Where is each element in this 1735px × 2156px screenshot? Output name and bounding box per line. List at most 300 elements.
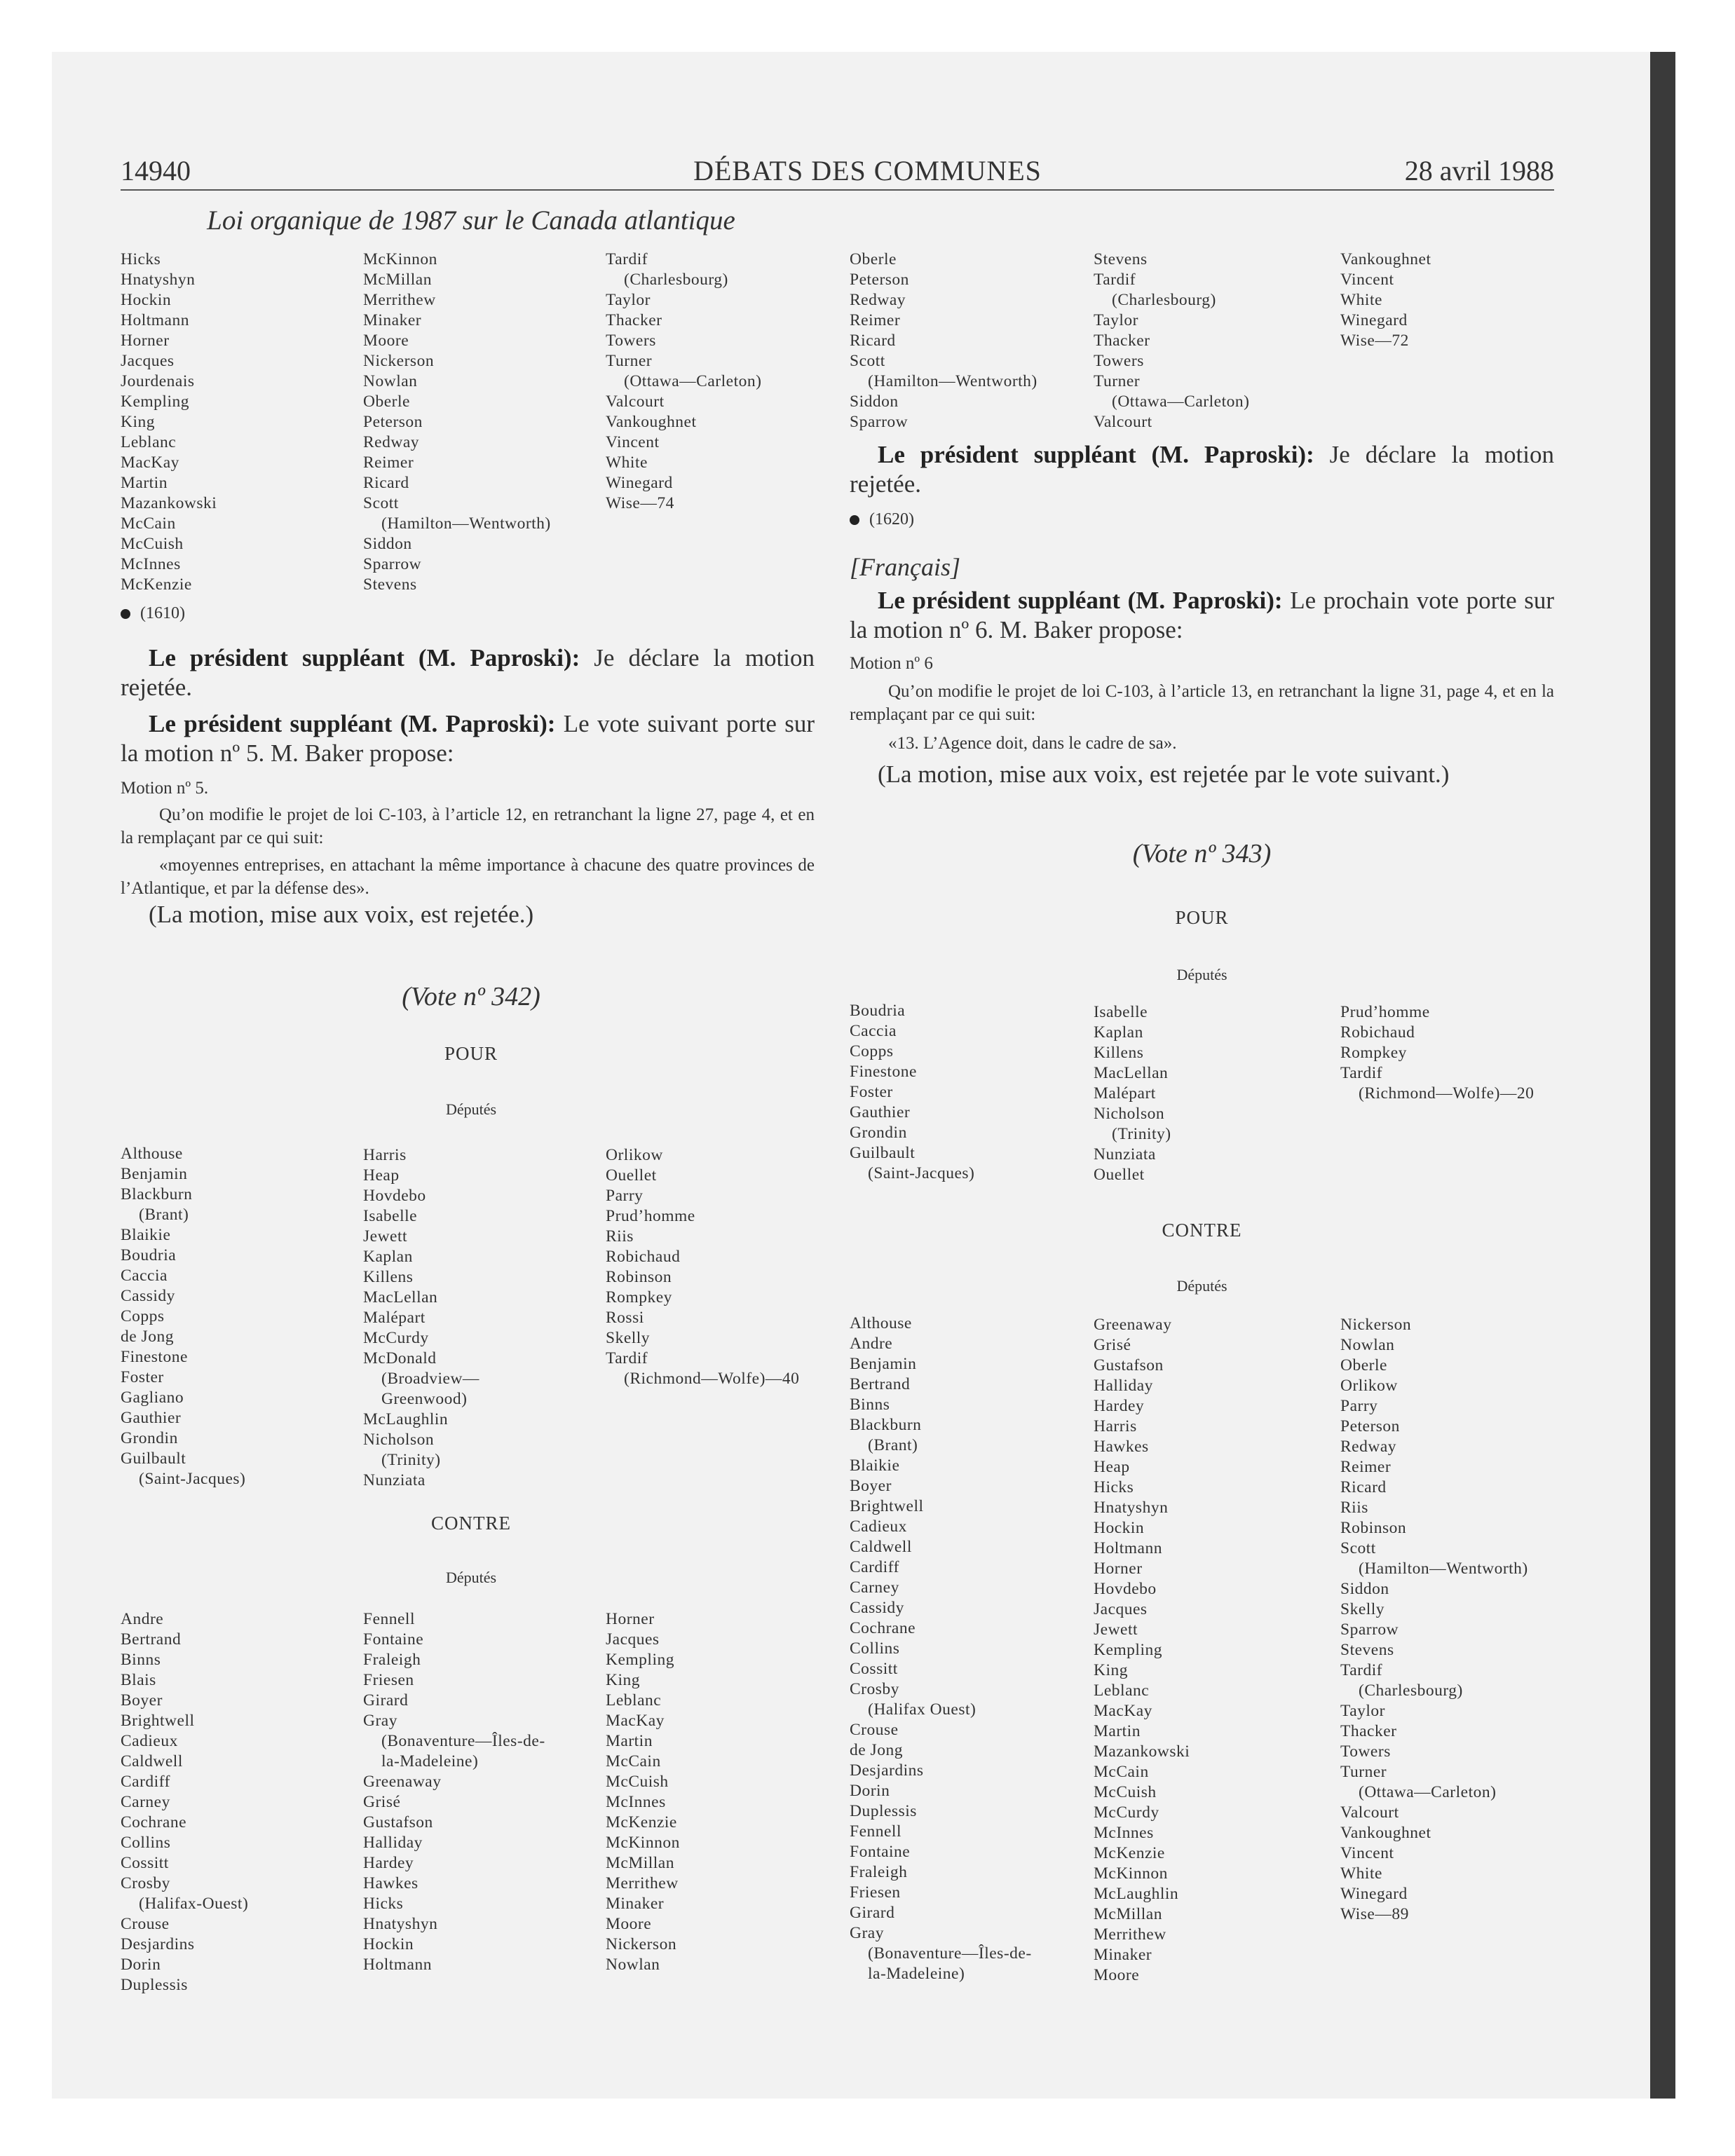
member-name: Hardey — [1094, 1397, 1145, 1415]
member-name: Horner — [1094, 1560, 1143, 1578]
member-name: Oberle — [1340, 1356, 1387, 1374]
member-name: Jacques — [1094, 1600, 1148, 1618]
member-name: Peterson — [363, 413, 423, 431]
left-top-names-col3 — [606, 250, 761, 514]
member-name: McCurdy — [1094, 1803, 1159, 1822]
vote-342-pour: POUR — [444, 1043, 498, 1064]
member-name: Hnatyshyn — [363, 1915, 438, 1933]
member-name: McMillan — [606, 1854, 674, 1872]
member-name: Thacker — [1340, 1722, 1397, 1740]
member-name: Foster — [850, 1083, 893, 1101]
member-name: Peterson — [1340, 1417, 1400, 1435]
member-name: (Bonaventure—Îles-de- — [381, 1732, 545, 1750]
member-name: de Jong — [121, 1328, 174, 1346]
member-name: Fraleigh — [850, 1863, 908, 1881]
member-name: Hovdebo — [1094, 1580, 1157, 1598]
member-name: Skelly — [1340, 1600, 1385, 1618]
right-paragraph-1 — [850, 440, 1554, 499]
member-name: Vankoughnet — [606, 413, 697, 431]
member-name: Boudria — [850, 1002, 906, 1020]
member-name: Nickerson — [606, 1935, 677, 1953]
member-name: Grondin — [121, 1429, 178, 1447]
member-name: Ricard — [1340, 1478, 1387, 1496]
member-name: Scott — [1340, 1539, 1376, 1557]
member-name: Heap — [1094, 1458, 1130, 1476]
speech: Le prochain vote porte sur la motion nº 6. M. Baker propose: — [850, 587, 1554, 643]
member-name: McKinnon — [363, 250, 437, 268]
vote-342-contre-col1 — [121, 1609, 248, 1995]
member-name: (Saint-Jacques) — [139, 1470, 246, 1488]
vote-342-contre-col3 — [606, 1609, 680, 1975]
speaker: Le président suppléant (M. Paproski): — [149, 710, 556, 737]
member-name: Desjardins — [121, 1935, 195, 1953]
member-name: Foster — [121, 1368, 164, 1386]
member-name: Finestone — [121, 1348, 188, 1366]
member-name: Fennell — [850, 1822, 901, 1841]
member-name: Binns — [121, 1651, 161, 1669]
member-name: Isabelle — [363, 1207, 418, 1225]
member-name: Scott — [363, 494, 399, 512]
member-name: Hovdebo — [363, 1187, 426, 1205]
member-name: Rompkey — [606, 1288, 672, 1306]
left-motion-result: (La motion, mise aux voix, est rejetée.) — [149, 901, 534, 928]
member-name: King — [1094, 1661, 1128, 1679]
member-name: McMillan — [363, 271, 432, 289]
member-name: White — [1340, 291, 1382, 309]
member-name: Fontaine — [850, 1843, 911, 1861]
member-name: Scott — [850, 352, 885, 370]
left-motion-text: Qu’on modifie le projet de loi C-103, à l’article 12, en retranchant la ligne 27, page 4, et en la remplaçant par ce qui suit: — [121, 805, 815, 847]
member-name: Siddon — [1340, 1580, 1389, 1598]
member-name: Reimer — [850, 311, 901, 329]
member-name: la-Madeleine) — [381, 1752, 479, 1770]
member-name: Stevens — [363, 575, 417, 594]
member-name: Stevens — [1094, 250, 1148, 268]
member-name: (Charlesbourg) — [624, 271, 728, 289]
member-name: McInnes — [606, 1793, 666, 1811]
member-name: Nowlan — [363, 372, 418, 390]
member-name: MacKay — [1094, 1702, 1152, 1720]
vote-343-pour-col2 — [1094, 1002, 1171, 1185]
member-name: Sparrow — [1340, 1621, 1399, 1639]
speech: Le vote suivant porte sur la motion nº 5. M. Baker propose: — [121, 710, 815, 767]
member-name: Tardif — [606, 250, 648, 268]
member-name: (Halifax-Ouest) — [139, 1895, 249, 1913]
member-name: Merrithew — [363, 291, 436, 309]
time-marker-1620 — [850, 510, 914, 529]
member-name: Robichaud — [606, 1248, 681, 1266]
member-name: Winegard — [1340, 311, 1408, 329]
member-name: Killens — [363, 1268, 414, 1286]
member-name: Blaikie — [850, 1456, 900, 1475]
member-name: Crouse — [850, 1721, 899, 1739]
member-name: Siddon — [363, 535, 412, 553]
member-name: McInnes — [121, 555, 181, 573]
member-name: Nicholson — [363, 1431, 435, 1449]
left-motion-label: Motion nº 5. — [121, 779, 209, 798]
member-name: Hicks — [121, 250, 161, 268]
vote-343-contre-deputes: Députés — [1176, 1277, 1227, 1295]
right-motion-quote: «13. L’Agence doit, dans le cadre de sa». — [888, 734, 1177, 753]
member-name: Jacques — [121, 352, 175, 370]
member-name: Blais — [121, 1671, 156, 1689]
speaker: Le président suppléant (M. Paproski): — [878, 441, 1314, 468]
member-name: Hicks — [1094, 1478, 1134, 1496]
member-name: Orlikow — [1340, 1377, 1398, 1395]
member-name: (Brant) — [139, 1206, 189, 1224]
member-name: McKinnon — [1094, 1864, 1168, 1883]
member-name: Guilbault — [121, 1449, 186, 1468]
member-name: (Ottawa—Carleton) — [1112, 393, 1250, 411]
member-name: Turner — [1340, 1763, 1387, 1781]
member-name: Collins — [121, 1834, 171, 1852]
member-name: (Hamilton—Wentworth) — [868, 372, 1037, 390]
page-date: 28 avril 1988 — [1404, 155, 1554, 186]
speech: Je déclare la motion rejetée. — [850, 441, 1554, 498]
member-name: Althouse — [121, 1145, 183, 1163]
member-name: Benjamin — [121, 1165, 188, 1183]
member-name: Sparrow — [850, 413, 909, 431]
member-name: Kaplan — [1094, 1023, 1143, 1042]
member-name: Redway — [1340, 1438, 1397, 1456]
member-name: Ouellet — [606, 1166, 657, 1185]
member-name: Tardif — [1094, 271, 1136, 289]
member-name: MacLellan — [363, 1288, 438, 1306]
member-name: Wise—89 — [1340, 1905, 1409, 1923]
member-name: Caldwell — [121, 1752, 183, 1770]
member-name: Riis — [1340, 1499, 1368, 1517]
member-name: Desjardins — [850, 1761, 924, 1780]
member-name: Duplessis — [121, 1976, 188, 1994]
member-name: Cadieux — [121, 1732, 178, 1750]
vote-342-pour-deputes: Députés — [445, 1100, 497, 1118]
member-name: (Trinity) — [381, 1451, 441, 1469]
member-name: Kaplan — [363, 1248, 413, 1266]
member-name: Redway — [363, 433, 420, 451]
vote-342-title: (Vote nº 342) — [402, 982, 540, 1011]
member-name: Dorin — [121, 1956, 161, 1974]
member-name: Vankoughnet — [1340, 1824, 1431, 1842]
member-name: Reimer — [1340, 1458, 1392, 1476]
member-name: Binns — [850, 1396, 890, 1414]
vote-343-pour-col1 — [850, 1001, 974, 1184]
member-name: Jourdenais — [121, 372, 195, 390]
member-name: Robinson — [606, 1268, 672, 1286]
member-name: (Ottawa—Carleton) — [624, 372, 762, 390]
member-name: Grisé — [363, 1793, 401, 1811]
member-name: Kempling — [606, 1651, 674, 1669]
member-name: (Halifax Ouest) — [868, 1700, 977, 1719]
member-name: Blackburn — [121, 1185, 193, 1203]
member-name: McKenzie — [606, 1813, 677, 1831]
member-name: Hockin — [121, 291, 172, 309]
vote-342-pour-col1 — [121, 1144, 245, 1489]
speech: Je déclare la motion rejetée. — [121, 644, 815, 701]
member-name: King — [606, 1671, 640, 1689]
vote-343-contre-col3 — [1340, 1315, 1528, 1925]
member-name: (Hamilton—Wentworth) — [1359, 1560, 1528, 1578]
member-name: Turner — [606, 352, 653, 370]
member-name: Cossitt — [850, 1660, 898, 1678]
member-name: Hnatyshyn — [1094, 1499, 1169, 1517]
member-name: Minaker — [363, 311, 422, 329]
marker-text: (1610) — [140, 604, 185, 622]
member-name: Orlikow — [606, 1146, 663, 1164]
member-name: Turner — [1094, 372, 1141, 390]
member-name: Cardiff — [121, 1773, 170, 1791]
member-name: Mazankowski — [121, 494, 217, 512]
member-name: Prud’homme — [1340, 1003, 1430, 1021]
member-name: Redway — [850, 291, 906, 309]
left-paragraph-1 — [121, 643, 815, 702]
right-top-names-col1 — [850, 250, 1037, 432]
member-name: Boyer — [121, 1691, 163, 1710]
speaker: Le président suppléant (M. Paproski): — [149, 644, 580, 671]
page-title: DÉBATS DES COMMUNES — [693, 155, 1042, 186]
member-name: Greenaway — [1094, 1316, 1172, 1334]
member-name: Gray — [363, 1712, 397, 1730]
member-name: Caldwell — [850, 1538, 912, 1556]
member-name: McKenzie — [1094, 1844, 1165, 1862]
member-name: Boudria — [121, 1246, 177, 1264]
member-name: Stevens — [1340, 1641, 1394, 1659]
member-name: (Saint-Jacques) — [868, 1164, 975, 1182]
member-name: McInnes — [1094, 1824, 1154, 1842]
vote-343-contre-col2 — [1094, 1315, 1190, 1986]
member-name: Blaikie — [121, 1226, 171, 1244]
left-motion-quote: «moyennes entreprises, en attachant la même importance à chacune des quatre provinces de l’Atlantique, et par la défense des». — [121, 856, 815, 898]
member-name: Guilbault — [850, 1144, 916, 1162]
member-name: McLaughlin — [1094, 1885, 1179, 1903]
member-name: Friesen — [850, 1883, 901, 1902]
member-name: (Ottawa—Carleton) — [1359, 1783, 1497, 1801]
member-name: White — [606, 453, 648, 472]
member-name: Taylor — [1094, 311, 1138, 329]
member-name: (Brant) — [868, 1436, 918, 1454]
member-name: Moore — [1094, 1966, 1140, 1984]
member-name: Moore — [363, 332, 409, 350]
member-name: (Bonaventure—Îles-de- — [868, 1944, 1032, 1963]
member-name: Holtmann — [363, 1956, 432, 1974]
member-name: Mazankowski — [1094, 1742, 1190, 1761]
vote-343-contre: CONTRE — [1162, 1220, 1242, 1241]
member-name: Thacker — [1094, 332, 1150, 350]
left-top-names-col1 — [121, 250, 217, 595]
member-name: McCuish — [606, 1773, 669, 1791]
member-name: Copps — [121, 1307, 165, 1325]
member-name: Kempling — [1094, 1641, 1162, 1659]
member-name: MacKay — [606, 1712, 665, 1730]
member-name: Greenwood) — [381, 1390, 468, 1408]
vote-343-pour-deputes: Députés — [1176, 966, 1227, 983]
member-name: Finestone — [850, 1063, 917, 1081]
member-name: Valcourt — [1094, 413, 1152, 431]
member-name: Riis — [606, 1227, 634, 1246]
member-name: Hardey — [363, 1854, 414, 1872]
member-name: Benjamin — [850, 1355, 917, 1373]
member-name: Minaker — [606, 1895, 665, 1913]
member-name: Winegard — [606, 474, 673, 492]
member-name: Wise—74 — [606, 494, 674, 512]
vote-343-pour-col3 — [1340, 1002, 1534, 1104]
member-name: Copps — [850, 1042, 894, 1060]
right-top-names-col3 — [1340, 250, 1431, 351]
member-name: Tardif — [606, 1349, 648, 1367]
member-name: Nickerson — [1340, 1316, 1412, 1334]
member-name: Nicholson — [1094, 1105, 1165, 1123]
member-name: Wise—72 — [1340, 332, 1409, 350]
member-name: de Jong — [850, 1741, 903, 1759]
member-name: Gustafson — [1094, 1356, 1164, 1374]
scan-edge — [1650, 52, 1675, 2099]
member-name: McCuish — [1094, 1783, 1157, 1801]
member-name: Hockin — [1094, 1519, 1145, 1537]
section-subtitle: Loi organique de 1987 sur le Canada atlantique — [207, 205, 735, 236]
member-name: McCurdy — [363, 1329, 429, 1347]
bullet-icon — [121, 609, 130, 619]
member-name: McCain — [121, 514, 176, 533]
member-name: Vincent — [606, 433, 660, 451]
member-name: McCain — [1094, 1763, 1149, 1781]
member-name: McMillan — [1094, 1905, 1162, 1923]
member-name: Martin — [121, 474, 168, 492]
member-name: Friesen — [363, 1671, 414, 1689]
member-name: Towers — [606, 332, 656, 350]
vote-343-title: (Vote nº 343) — [1132, 839, 1272, 868]
member-name: Rossi — [606, 1309, 644, 1327]
member-name: Blackburn — [850, 1416, 922, 1434]
member-name: Parry — [1340, 1397, 1378, 1415]
member-name: Grisé — [1094, 1336, 1131, 1354]
member-name: Towers — [1094, 352, 1144, 370]
member-name: Tardif — [1340, 1661, 1383, 1679]
member-name: Cochrane — [850, 1619, 916, 1637]
member-name: Girard — [850, 1904, 895, 1922]
member-name: Kempling — [121, 393, 189, 411]
member-name: McCuish — [121, 535, 184, 553]
member-name: Jacques — [606, 1630, 660, 1649]
member-name: (Richmond—Wolfe)—40 — [624, 1370, 800, 1388]
member-name: Caccia — [850, 1022, 897, 1040]
member-name: Hnatyshyn — [121, 271, 196, 289]
member-name: Vankoughnet — [1340, 250, 1431, 268]
vote-342-contre: CONTRE — [431, 1513, 511, 1534]
member-name: Skelly — [606, 1329, 651, 1347]
member-name: (Charlesbourg) — [1359, 1681, 1463, 1700]
member-name: Girard — [363, 1691, 409, 1710]
member-name: MacLellan — [1094, 1064, 1169, 1082]
member-name: Carney — [121, 1793, 170, 1811]
member-name: McLaughlin — [363, 1410, 449, 1428]
member-name: Nickerson — [363, 352, 435, 370]
member-name: Merrithew — [1094, 1925, 1166, 1944]
member-name: McDonald — [363, 1349, 437, 1367]
bullet-icon — [850, 515, 859, 525]
member-name: Siddon — [850, 393, 899, 411]
member-name: Bertrand — [121, 1630, 182, 1649]
member-name: Horner — [606, 1610, 655, 1628]
member-name: Cadieux — [850, 1517, 907, 1536]
member-name: Harris — [1094, 1417, 1137, 1435]
member-name: Gagliano — [121, 1389, 184, 1407]
member-name: Jewett — [363, 1227, 408, 1246]
member-name: Cossitt — [121, 1854, 169, 1872]
header-rule — [121, 189, 1554, 191]
member-name: Rompkey — [1340, 1044, 1407, 1062]
member-name: Carney — [850, 1578, 899, 1597]
member-name: Valcourt — [606, 393, 665, 411]
member-name: Towers — [1340, 1742, 1391, 1761]
vote-342-pour-col2 — [363, 1145, 479, 1491]
member-name: Leblanc — [1094, 1681, 1150, 1700]
member-name: Isabelle — [1094, 1003, 1148, 1021]
member-name: Ricard — [363, 474, 409, 492]
member-name: Taylor — [606, 291, 651, 309]
member-name: McKenzie — [121, 575, 192, 594]
member-name: Cassidy — [121, 1287, 175, 1305]
member-name: (Hamilton—Wentworth) — [381, 514, 551, 533]
member-name: Horner — [121, 332, 170, 350]
member-name: Leblanc — [121, 433, 177, 451]
member-name: Thacker — [606, 311, 662, 329]
vote-343-pour: POUR — [1175, 907, 1229, 928]
member-name: Ricard — [850, 332, 896, 350]
time-marker-1610 — [121, 604, 185, 623]
member-name: la-Madeleine) — [868, 1965, 965, 1983]
member-name: MacKay — [121, 453, 179, 472]
member-name: Gray — [850, 1924, 884, 1942]
right-motion-text: Qu’on modifie le projet de loi C-103, à l’article 13, en retranchant la ligne 31, page 4, et en la remplaçant par ce qui suit: — [850, 682, 1554, 724]
member-name: Vincent — [1340, 271, 1394, 289]
member-name: Heap — [363, 1166, 400, 1185]
member-name: King — [121, 413, 155, 431]
member-name: Winegard — [1340, 1885, 1408, 1903]
member-name: Althouse — [850, 1314, 912, 1332]
member-name: Sparrow — [363, 555, 422, 573]
member-name: Malépart — [363, 1309, 426, 1327]
member-name: McCain — [606, 1752, 661, 1770]
member-name: Valcourt — [1340, 1803, 1399, 1822]
member-name: (Trinity) — [1112, 1125, 1171, 1143]
member-name: Hawkes — [1094, 1438, 1149, 1456]
right-motion-result: (La motion, mise aux voix, est rejetée par le vote suivant.) — [878, 760, 1450, 788]
member-name: Bertrand — [850, 1375, 911, 1393]
member-name: Minaker — [1094, 1946, 1152, 1964]
member-name: Halliday — [363, 1834, 423, 1852]
member-name: Brightwell — [121, 1712, 195, 1730]
member-name: Duplessis — [850, 1802, 917, 1820]
member-name: Reimer — [363, 453, 414, 472]
right-motion-label: Motion nº 6 — [850, 654, 933, 673]
marker-text: (1620) — [869, 510, 914, 528]
member-name: Nunziata — [1094, 1145, 1156, 1164]
member-name: Andre — [121, 1610, 164, 1628]
member-name: Crosby — [850, 1680, 899, 1698]
member-name: Nowlan — [606, 1956, 660, 1974]
member-name: Peterson — [850, 271, 909, 289]
member-name: Martin — [606, 1732, 653, 1750]
vote-342-contre-deputes: Députés — [445, 1569, 497, 1586]
member-name: Fontaine — [363, 1630, 424, 1649]
member-name: Oberle — [363, 393, 410, 411]
member-name: Cardiff — [850, 1558, 899, 1576]
left-top-names-col2 — [363, 250, 551, 595]
member-name: Vincent — [1340, 1844, 1394, 1862]
member-name: Gauthier — [850, 1103, 911, 1121]
member-name: Robichaud — [1340, 1023, 1415, 1042]
member-name: McKinnon — [606, 1834, 680, 1852]
member-name: Greenaway — [363, 1773, 442, 1791]
